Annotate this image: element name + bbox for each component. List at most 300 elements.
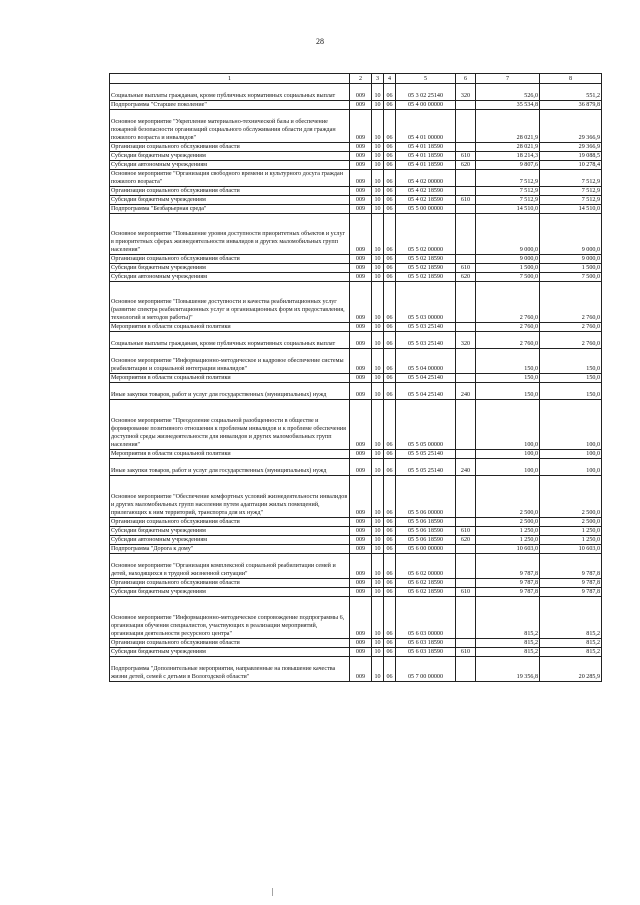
cell-grbs: 009	[350, 383, 372, 400]
cell-amount-year-1: 7 500,0	[476, 273, 540, 282]
cell-subsection: 06	[384, 323, 396, 332]
cell-target-article: 05 4 01 18590	[396, 143, 456, 152]
cell-amount-year-1: 2 500,0	[476, 476, 540, 518]
cell-grbs: 009	[350, 639, 372, 648]
header-cell-grbs: 2	[350, 74, 372, 84]
cell-section: 10	[372, 101, 384, 110]
cell-amount-year-2: 150,0	[540, 349, 602, 374]
cell-expense-type	[456, 282, 476, 323]
cell-target-article: 05 6 02 00000	[396, 554, 456, 579]
cell-section: 10	[372, 518, 384, 527]
cell-expense-type	[456, 214, 476, 255]
cell-subsection: 06	[384, 349, 396, 374]
cell-section: 10	[372, 400, 384, 450]
page-number: 28	[316, 37, 324, 46]
cell-amount-year-2: 10 278,4	[540, 161, 602, 170]
cell-amount-year-1: 9 787,8	[476, 588, 540, 597]
cell-grbs: 009	[350, 527, 372, 536]
cell-name: Основное мероприятие "Повышение уровня доступности приоритетных объектов и услуг в приоритетных сферах жизнедеятельности инвалидов и других маломобильных групп населения"	[110, 214, 350, 255]
cell-expense-type	[456, 450, 476, 459]
cell-subsection: 06	[384, 101, 396, 110]
cell-amount-year-1: 100,0	[476, 450, 540, 459]
cell-amount-year-1: 1 500,0	[476, 264, 540, 273]
cell-grbs: 009	[350, 152, 372, 161]
cell-grbs: 009	[350, 545, 372, 554]
table-row	[110, 657, 602, 682]
cell-name: Мероприятия в области социальной политики	[110, 374, 350, 383]
cell-amount-year-2: 815,2	[540, 648, 602, 657]
cell-subsection: 06	[384, 282, 396, 323]
cell-amount-year-2: 9 000,0	[540, 255, 602, 264]
cell-target-article: 05 5 00 00000	[396, 205, 456, 214]
cell-expense-type	[456, 545, 476, 554]
cell-target-article: 05 4 01 18590	[396, 161, 456, 170]
cell-name: Основное мероприятие "Повышение доступности и качества реабилитационных услуг (развитие спектра реабилитационных услуг и организационных форм их предоставления, технологий и методов работы)"	[110, 282, 350, 323]
cell-amount-year-2: 9 000,0	[540, 214, 602, 255]
cell-amount-year-2: 14 510,0	[540, 205, 602, 214]
cell-amount-year-1: 1 250,0	[476, 527, 540, 536]
cell-amount-year-2: 100,0	[540, 450, 602, 459]
cell-section: 10	[372, 545, 384, 554]
cell-expense-type: 620	[456, 536, 476, 545]
cell-amount-year-2: 29 366,9	[540, 143, 602, 152]
cell-subsection: 06	[384, 170, 396, 187]
bottom-mark: |	[272, 887, 274, 896]
cell-section: 10	[372, 588, 384, 597]
cell-name: Субсидии бюджетным учреждениям	[110, 152, 350, 161]
cell-subsection: 06	[384, 187, 396, 196]
cell-grbs: 009	[350, 84, 372, 101]
header-cell-name: 1	[110, 74, 350, 84]
cell-grbs: 009	[350, 170, 372, 187]
cell-subsection: 06	[384, 554, 396, 579]
cell-target-article: 05 6 03 18590	[396, 639, 456, 648]
table-header-row	[110, 74, 602, 84]
table-row	[110, 554, 602, 579]
cell-expense-type	[456, 518, 476, 527]
cell-amount-year-2: 150,0	[540, 383, 602, 400]
cell-name: Организации социального обслуживания области	[110, 255, 350, 264]
cell-grbs: 009	[350, 597, 372, 639]
cell-expense-type	[456, 205, 476, 214]
budget-table	[109, 73, 602, 682]
table-row	[110, 161, 602, 170]
cell-expense-type: 320	[456, 84, 476, 101]
cell-target-article: 05 4 02 00000	[396, 170, 456, 187]
cell-subsection: 06	[384, 143, 396, 152]
cell-subsection: 06	[384, 264, 396, 273]
cell-amount-year-1: 19 356,8	[476, 657, 540, 682]
cell-name: Субсидии бюджетным учреждениям	[110, 196, 350, 205]
cell-expense-type	[456, 349, 476, 374]
cell-amount-year-2: 1 250,0	[540, 536, 602, 545]
cell-grbs: 009	[350, 143, 372, 152]
cell-grbs: 009	[350, 323, 372, 332]
cell-amount-year-2: 9 787,8	[540, 579, 602, 588]
cell-expense-type	[456, 187, 476, 196]
cell-name: Субсидии бюджетным учреждениям	[110, 264, 350, 273]
cell-name: Субсидии бюджетным учреждениям	[110, 648, 350, 657]
table-row	[110, 588, 602, 597]
cell-expense-type	[456, 110, 476, 143]
cell-expense-type: 610	[456, 588, 476, 597]
cell-expense-type	[456, 597, 476, 639]
cell-amount-year-2: 7 500,0	[540, 273, 602, 282]
cell-subsection: 06	[384, 255, 396, 264]
header-cell-expense-type: 6	[456, 74, 476, 84]
cell-grbs: 009	[350, 187, 372, 196]
header-cell-section: 3	[372, 74, 384, 84]
cell-name: Подпрограмма "Безбарьерная среда"	[110, 205, 350, 214]
cell-expense-type: 610	[456, 648, 476, 657]
table-row	[110, 196, 602, 205]
cell-subsection: 06	[384, 476, 396, 518]
cell-subsection: 06	[384, 332, 396, 349]
cell-amount-year-2: 7 512,9	[540, 187, 602, 196]
cell-expense-type	[456, 639, 476, 648]
cell-amount-year-2: 1 250,0	[540, 527, 602, 536]
cell-section: 10	[372, 255, 384, 264]
cell-amount-year-2: 150,0	[540, 374, 602, 383]
cell-name: Подпрограмма "Дорога к дому"	[110, 545, 350, 554]
cell-name: Мероприятия в области социальной политики	[110, 323, 350, 332]
cell-amount-year-1: 100,0	[476, 459, 540, 476]
cell-target-article: 05 4 02 18590	[396, 196, 456, 205]
cell-name: Субсидии бюджетным учреждениям	[110, 588, 350, 597]
cell-target-article: 05 5 06 00000	[396, 476, 456, 518]
cell-target-article: 05 6 02 18590	[396, 588, 456, 597]
header-cell-target-article: 5	[396, 74, 456, 84]
cell-section: 10	[372, 349, 384, 374]
cell-name: Подпрограмма "Старшее поколение"	[110, 101, 350, 110]
cell-expense-type	[456, 101, 476, 110]
cell-grbs: 009	[350, 374, 372, 383]
cell-section: 10	[372, 450, 384, 459]
table-row	[110, 527, 602, 536]
cell-amount-year-2: 2 500,0	[540, 518, 602, 527]
cell-subsection: 06	[384, 527, 396, 536]
cell-amount-year-1: 14 510,0	[476, 205, 540, 214]
cell-amount-year-1: 28 021,9	[476, 143, 540, 152]
cell-subsection: 06	[384, 579, 396, 588]
cell-amount-year-1: 28 021,9	[476, 110, 540, 143]
table-row	[110, 187, 602, 196]
cell-section: 10	[372, 205, 384, 214]
cell-section: 10	[372, 187, 384, 196]
cell-name: Субсидии автономным учреждениям	[110, 273, 350, 282]
cell-section: 10	[372, 332, 384, 349]
cell-subsection: 06	[384, 383, 396, 400]
cell-subsection: 06	[384, 648, 396, 657]
table-row	[110, 152, 602, 161]
cell-section: 10	[372, 648, 384, 657]
cell-subsection: 06	[384, 657, 396, 682]
cell-target-article: 05 4 00 00000	[396, 101, 456, 110]
cell-section: 10	[372, 161, 384, 170]
cell-target-article: 05 5 06 18590	[396, 527, 456, 536]
cell-name: Основное мероприятие "Обеспечение комфортных условий жизнедеятельности инвалидов и других маломобильных групп населения путем адаптации жилых помещений, прилегающих к ним территорий, транспорта для их нужд"	[110, 476, 350, 518]
cell-amount-year-1: 2 760,0	[476, 282, 540, 323]
cell-name: Организации социального обслуживания области	[110, 187, 350, 196]
cell-section: 10	[372, 282, 384, 323]
table-row	[110, 273, 602, 282]
cell-name: Иные закупки товаров, работ и услуг для государственных (муниципальных) нужд	[110, 459, 350, 476]
cell-section: 10	[372, 152, 384, 161]
cell-amount-year-1: 2 760,0	[476, 323, 540, 332]
cell-amount-year-2: 9 787,8	[540, 588, 602, 597]
cell-expense-type	[456, 400, 476, 450]
cell-amount-year-1: 815,2	[476, 639, 540, 648]
cell-subsection: 06	[384, 545, 396, 554]
cell-amount-year-2: 815,2	[540, 597, 602, 639]
cell-amount-year-1: 526,0	[476, 84, 540, 101]
table-row	[110, 214, 602, 255]
cell-subsection: 06	[384, 214, 396, 255]
cell-name: Основное мероприятие "Организация комплексной социальной реабилитации семей и детей, находящихся в трудной жизненной ситуации"	[110, 554, 350, 579]
cell-amount-year-2: 29 366,9	[540, 110, 602, 143]
cell-amount-year-1: 150,0	[476, 374, 540, 383]
cell-name: Основное мероприятие "Информационно-методическое и кадровое обеспечение системы реабилитации и социальной интеграции инвалидов"	[110, 349, 350, 374]
cell-name: Основное мероприятие "Информационно-методическое сопровождение подпрограммы 6, организация обучения специалистов, участвующих в реализации мероприятий, организация деятельности ресурсного центра"	[110, 597, 350, 639]
cell-section: 10	[372, 383, 384, 400]
cell-expense-type: 240	[456, 459, 476, 476]
cell-subsection: 06	[384, 196, 396, 205]
cell-grbs: 009	[350, 518, 372, 527]
cell-expense-type: 610	[456, 196, 476, 205]
cell-grbs: 009	[350, 273, 372, 282]
cell-subsection: 06	[384, 84, 396, 101]
cell-name: Социальные выплаты гражданам, кроме публичных нормативных социальных выплат	[110, 84, 350, 101]
cell-amount-year-2: 19 088,5	[540, 152, 602, 161]
cell-section: 10	[372, 536, 384, 545]
cell-amount-year-2: 1 500,0	[540, 264, 602, 273]
cell-grbs: 009	[350, 648, 372, 657]
cell-target-article: 05 5 06 18590	[396, 536, 456, 545]
cell-target-article: 05 4 01 18590	[396, 152, 456, 161]
cell-grbs: 009	[350, 554, 372, 579]
cell-target-article: 05 5 06 18590	[396, 518, 456, 527]
table-row	[110, 639, 602, 648]
cell-amount-year-1: 150,0	[476, 349, 540, 374]
cell-subsection: 06	[384, 152, 396, 161]
cell-target-article: 05 6 03 18590	[396, 648, 456, 657]
cell-amount-year-2: 7 512,9	[540, 196, 602, 205]
cell-section: 10	[372, 84, 384, 101]
cell-target-article: 05 6 03 00000	[396, 597, 456, 639]
cell-name: Иные закупки товаров, работ и услуг для государственных (муниципальных) нужд	[110, 383, 350, 400]
table-row	[110, 84, 602, 101]
cell-section: 10	[372, 143, 384, 152]
cell-grbs: 009	[350, 332, 372, 349]
table-row	[110, 545, 602, 554]
table-row	[110, 205, 602, 214]
cell-section: 10	[372, 554, 384, 579]
table-row	[110, 332, 602, 349]
cell-amount-year-1: 9 787,8	[476, 554, 540, 579]
cell-target-article: 05 6 02 18590	[396, 579, 456, 588]
cell-grbs: 009	[350, 450, 372, 459]
table-row	[110, 476, 602, 518]
cell-target-article: 05 4 02 18590	[396, 187, 456, 196]
table-row	[110, 648, 602, 657]
cell-name: Социальные выплаты гражданам, кроме публичных нормативных социальных выплат	[110, 332, 350, 349]
cell-subsection: 06	[384, 597, 396, 639]
cell-target-article: 05 5 04 25140	[396, 374, 456, 383]
cell-grbs: 009	[350, 196, 372, 205]
header-cell-amount-year-1: 7	[476, 74, 540, 84]
cell-expense-type	[456, 323, 476, 332]
cell-name: Организации социального обслуживания области	[110, 143, 350, 152]
cell-amount-year-2: 2 500,0	[540, 476, 602, 518]
cell-target-article: 05 3 02 25140	[396, 84, 456, 101]
cell-amount-year-2: 551,2	[540, 84, 602, 101]
cell-amount-year-1: 815,2	[476, 597, 540, 639]
cell-name: Субсидии бюджетным учреждениям	[110, 527, 350, 536]
cell-subsection: 06	[384, 273, 396, 282]
cell-grbs: 009	[350, 255, 372, 264]
cell-target-article: 05 5 02 00000	[396, 214, 456, 255]
table-row	[110, 383, 602, 400]
cell-target-article: 05 5 05 00000	[396, 400, 456, 450]
cell-grbs: 009	[350, 536, 372, 545]
cell-amount-year-2: 20 285,9	[540, 657, 602, 682]
cell-amount-year-2: 100,0	[540, 459, 602, 476]
cell-grbs: 009	[350, 282, 372, 323]
cell-amount-year-1: 7 512,9	[476, 170, 540, 187]
table-row	[110, 400, 602, 450]
cell-amount-year-1: 9 000,0	[476, 255, 540, 264]
table-row	[110, 536, 602, 545]
cell-target-article: 05 7 00 00000	[396, 657, 456, 682]
cell-grbs: 009	[350, 214, 372, 255]
cell-grbs: 009	[350, 400, 372, 450]
cell-target-article: 05 5 04 25140	[396, 383, 456, 400]
table-row	[110, 255, 602, 264]
cell-expense-type: 620	[456, 273, 476, 282]
cell-grbs: 009	[350, 264, 372, 273]
cell-subsection: 06	[384, 400, 396, 450]
cell-section: 10	[372, 196, 384, 205]
table-row	[110, 374, 602, 383]
cell-amount-year-2: 2 760,0	[540, 323, 602, 332]
cell-amount-year-1: 815,2	[476, 648, 540, 657]
table-row	[110, 450, 602, 459]
cell-subsection: 06	[384, 536, 396, 545]
cell-target-article: 05 5 04 00000	[396, 349, 456, 374]
cell-expense-type	[456, 579, 476, 588]
cell-amount-year-1: 150,0	[476, 383, 540, 400]
cell-amount-year-1: 2 500,0	[476, 518, 540, 527]
cell-expense-type: 610	[456, 527, 476, 536]
cell-subsection: 06	[384, 588, 396, 597]
cell-amount-year-1: 9 787,8	[476, 579, 540, 588]
cell-amount-year-1: 9 000,0	[476, 214, 540, 255]
header-cell-amount-year-2: 8	[540, 74, 602, 84]
cell-name: Субсидии автономным учреждениям	[110, 161, 350, 170]
table-row	[110, 349, 602, 374]
cell-amount-year-2: 9 787,8	[540, 554, 602, 579]
cell-section: 10	[372, 639, 384, 648]
table-row	[110, 282, 602, 323]
cell-grbs: 009	[350, 588, 372, 597]
table-row	[110, 101, 602, 110]
cell-expense-type	[456, 554, 476, 579]
cell-expense-type	[456, 170, 476, 187]
cell-name: Организации социального обслуживания области	[110, 639, 350, 648]
cell-amount-year-2: 2 760,0	[540, 282, 602, 323]
cell-amount-year-2: 7 512,9	[540, 170, 602, 187]
cell-amount-year-2: 2 760,0	[540, 332, 602, 349]
cell-name: Субсидии автономным учреждениям	[110, 536, 350, 545]
cell-name: Подпрограмма "Дополнительные мероприятия, направленные на повышение качества жизни детей, семей с детьми в Вологодской области"	[110, 657, 350, 682]
cell-grbs: 009	[350, 657, 372, 682]
table-row	[110, 579, 602, 588]
cell-section: 10	[372, 527, 384, 536]
cell-name: Организации социального обслуживания области	[110, 518, 350, 527]
cell-target-article: 05 5 05 25140	[396, 459, 456, 476]
cell-amount-year-2: 10 603,0	[540, 545, 602, 554]
cell-name: Основное мероприятие "Укрепление материально-технической базы и обеспечение пожарной безопасности организаций социального обслуживания области для граждан пожилого возраста и инвалидов"	[110, 110, 350, 143]
table-row	[110, 459, 602, 476]
cell-grbs: 009	[350, 110, 372, 143]
cell-subsection: 06	[384, 161, 396, 170]
table-body	[110, 74, 602, 682]
cell-grbs: 009	[350, 205, 372, 214]
cell-target-article: 05 5 03 25140	[396, 332, 456, 349]
table-row	[110, 518, 602, 527]
table-row	[110, 264, 602, 273]
cell-subsection: 06	[384, 110, 396, 143]
cell-expense-type: 620	[456, 161, 476, 170]
cell-subsection: 06	[384, 459, 396, 476]
cell-amount-year-1: 100,0	[476, 400, 540, 450]
cell-amount-year-2: 100,0	[540, 400, 602, 450]
cell-grbs: 009	[350, 579, 372, 588]
table-row	[110, 143, 602, 152]
cell-section: 10	[372, 264, 384, 273]
cell-target-article: 05 5 02 18590	[396, 255, 456, 264]
table-row	[110, 323, 602, 332]
cell-target-article: 05 5 02 18590	[396, 264, 456, 273]
cell-section: 10	[372, 323, 384, 332]
cell-grbs: 009	[350, 349, 372, 374]
cell-section: 10	[372, 597, 384, 639]
cell-expense-type	[456, 657, 476, 682]
cell-amount-year-1: 1 250,0	[476, 536, 540, 545]
cell-section: 10	[372, 273, 384, 282]
table-row	[110, 597, 602, 639]
table-row	[110, 170, 602, 187]
cell-expense-type: 610	[456, 264, 476, 273]
cell-grbs: 009	[350, 459, 372, 476]
cell-grbs: 009	[350, 101, 372, 110]
cell-subsection: 06	[384, 205, 396, 214]
cell-target-article: 05 6 00 00000	[396, 545, 456, 554]
header-cell-subsection: 4	[384, 74, 396, 84]
cell-target-article: 05 5 03 00000	[396, 282, 456, 323]
cell-subsection: 06	[384, 374, 396, 383]
cell-section: 10	[372, 110, 384, 143]
cell-amount-year-1: 10 603,0	[476, 545, 540, 554]
cell-amount-year-1: 9 807,6	[476, 161, 540, 170]
cell-section: 10	[372, 459, 384, 476]
cell-section: 10	[372, 170, 384, 187]
cell-target-article: 05 5 05 25140	[396, 450, 456, 459]
cell-subsection: 06	[384, 518, 396, 527]
cell-target-article: 05 4 01 00000	[396, 110, 456, 143]
cell-amount-year-2: 36 879,8	[540, 101, 602, 110]
cell-name: Организации социального обслуживания области	[110, 579, 350, 588]
